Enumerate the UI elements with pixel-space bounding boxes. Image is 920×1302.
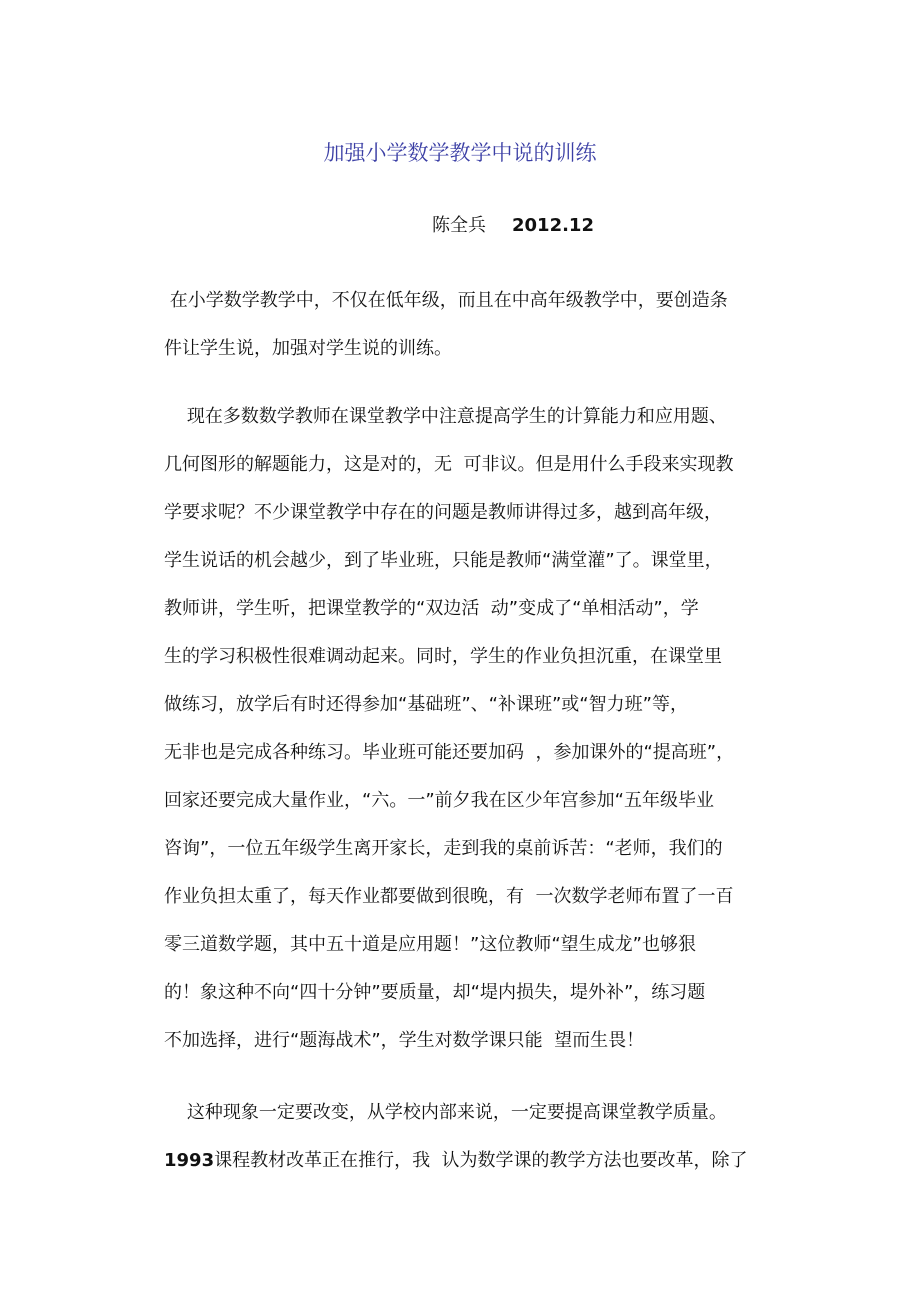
line-text: 课程教材改革正在推行，我 认为数学课的教学方法也要改革，除了 bbox=[214, 1150, 748, 1171]
paragraph-line: 现在多数数学教师在课堂教学中注意提高学生的计算能力和应用题、 bbox=[164, 406, 727, 427]
paragraph-line: 无非也是完成各种练习。毕业班可能还要加码 ，参加课外的“提高班”， bbox=[164, 742, 735, 763]
paragraph-line: 零三道数学题，其中五十道是应用题！”这位教师“望生成龙”也够狠 bbox=[164, 934, 696, 955]
author-name: 陈全兵 bbox=[432, 215, 486, 236]
byline bbox=[432, 212, 594, 240]
paragraph-line: 学要求呢？不少课堂教学中存在的问题是教师讲得过多，越到高年级， bbox=[164, 502, 722, 523]
paragraph-line: 学生说话的机会越少，到了毕业班，只能是教师“满堂灌”了。课堂里， bbox=[164, 550, 723, 571]
paragraph-line: 不加选择，进行“题海战术”，学生对数学课只能 望而生畏！ bbox=[164, 1030, 645, 1051]
paragraph-line: 的！象这种不向“四十分钟”要质量，却“堤内损失，堤外补”，练习题 bbox=[164, 982, 706, 1003]
paragraph-line: 做练习，放学后有时还得参加“基础班”、“补课班”或“智力班”等， bbox=[164, 694, 688, 715]
paragraph-line: 在小学数学教学中，不仅在低年级，而且在中高年级教学中，要创造条 bbox=[164, 290, 728, 311]
paragraph-line bbox=[164, 1137, 764, 1185]
paragraph-1 bbox=[164, 277, 764, 373]
paragraph-line: 件让学生说，加强对学生说的训练。 bbox=[164, 338, 452, 359]
paragraph-line: 咨询”，一位五年级学生离开家长，走到我的桌前诉苦：“老师，我们的 bbox=[164, 838, 723, 859]
document-title: 加强小学数学教学中说的训练 bbox=[323, 141, 597, 165]
year-number: 1993 bbox=[164, 1150, 215, 1171]
paragraph-line: 作业负担太重了，每天作业都要做到很晚，有 一次数学老师布置了一百 bbox=[164, 886, 734, 907]
paragraph-3 bbox=[164, 1089, 764, 1185]
paragraph-line: 这种现象一定要改变，从学校内部来说，一定要提高课堂教学质量。 bbox=[164, 1102, 727, 1123]
paragraph-line: 几何图形的解题能力，这是对的，无 可非议。但是用什么手段来实现教 bbox=[164, 454, 734, 475]
paragraph-2 bbox=[164, 393, 764, 1065]
paragraph-line: 回家还要完成大量作业，“六。一”前夕我在区少年宫参加“五年级毕业 bbox=[164, 790, 714, 811]
publish-date: 2012.12 bbox=[512, 215, 594, 236]
paragraph-line: 生的学习积极性很难调动起来。同时，学生的作业负担沉重，在课堂里 bbox=[164, 646, 722, 667]
paragraph-line: 教师讲，学生听，把课堂教学的“双边活 动”变成了“单相活动”，学 bbox=[164, 598, 699, 619]
